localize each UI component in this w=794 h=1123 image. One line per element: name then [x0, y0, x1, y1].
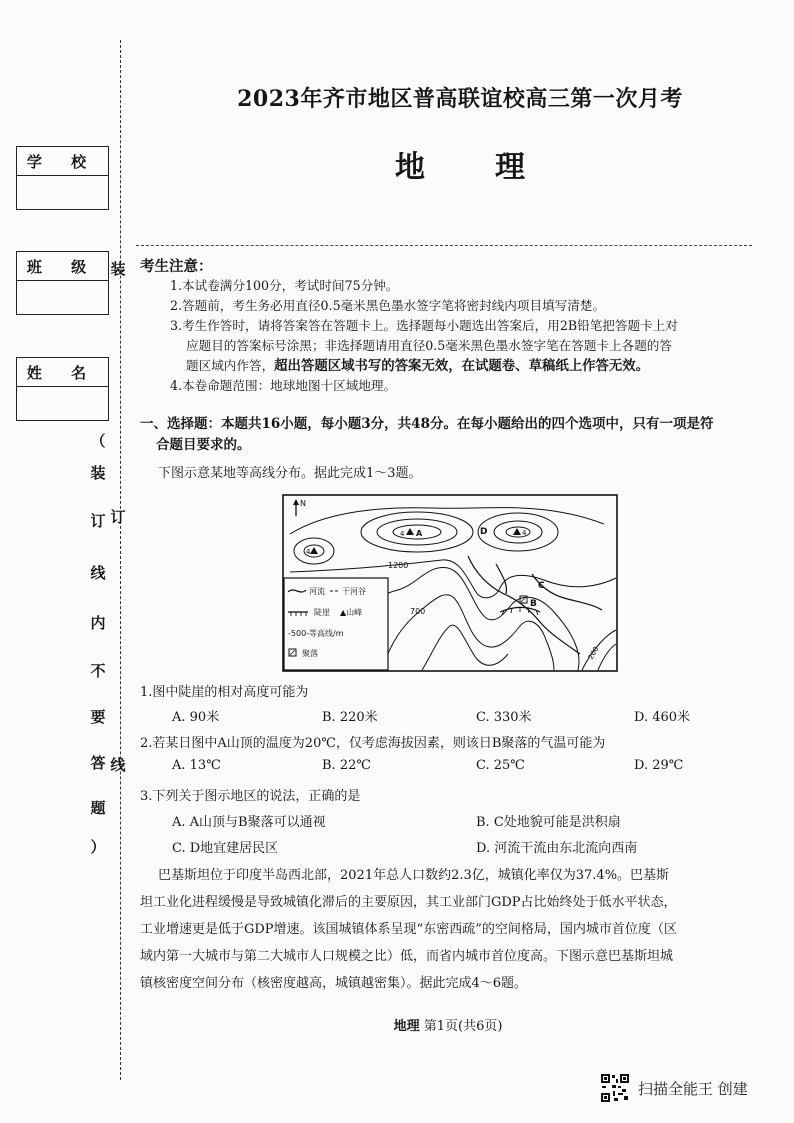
contour-map: [282, 494, 618, 672]
peak-d-value: 4: [522, 529, 527, 537]
label-a: A: [416, 529, 423, 538]
section-title: [140, 414, 760, 456]
question-option[interactable]: C. 330米: [476, 710, 532, 725]
notice-item: 2.答题前，考生务必用直径0.5毫米黑色墨水签字笔将密封线内项目填写清楚。: [170, 298, 606, 313]
binding-note-char: （: [90, 432, 106, 450]
footer-subject: 地理: [393, 1019, 420, 1034]
class-box: [16, 251, 109, 315]
passage-line: 坦工业化进程缓慢是导致城镇化滞后的主要原因，其工业部门GDP占比始终处于低水平状态，: [140, 895, 677, 910]
question-option[interactable]: A. 90米: [172, 710, 220, 725]
question-option[interactable]: C. D地宜建居民区: [172, 841, 279, 856]
name-label: 姓 名: [17, 358, 108, 387]
binding-note-char: 订: [90, 512, 106, 530]
label-d: D: [480, 527, 488, 537]
notice-item: 1.本试卷满分100分，考试时间75分钟。: [170, 278, 399, 293]
name-box: [16, 357, 109, 421]
map-legend: [284, 578, 388, 670]
binding-mark: 装: [110, 260, 126, 278]
section-title-line: 一、选择题：本题共16小题，每小题3分，共48分。在每小题给出的四个选项中，只有一项是符: [140, 416, 714, 432]
notice-heading: 考生注意：: [140, 258, 213, 275]
notice-item: 3.考生作答时，请将答案答在答题卡上。选择题每小题选出答案后，用2B铅笔把答题卡上对: [170, 318, 678, 333]
question-stem: 1.图中陡崖的相对高度可能为: [140, 685, 309, 700]
binding-note-char: 要: [90, 708, 106, 726]
passage-line: 工业增速更是低于GDP增速。该国城镇体系呈现“东密西疏”的空间格局，国内城市首位度（区: [140, 922, 677, 937]
legend-village: 聚落: [302, 649, 318, 658]
notice-item-bold: 超出答题区域书写的答案无效，在试题卷、草稿纸上作答无效。: [274, 358, 650, 374]
school-field[interactable]: [17, 176, 108, 209]
question-option[interactable]: D. 29℃: [634, 758, 684, 773]
exam-title: 2023年齐市地区普高联谊校高三第一次月考: [237, 86, 683, 112]
binding-note-char: 题: [90, 799, 106, 817]
section-title-line: 合题目要求的。: [156, 437, 251, 453]
binding-note-char: 内: [90, 614, 106, 632]
header-rule: [136, 245, 752, 246]
map-intro: 下图示意某地等高线分布。据此完成1～3题。: [158, 466, 422, 481]
binding-note-char: ）: [90, 838, 106, 856]
contour-1200: 1200: [388, 561, 409, 570]
qr-code-icon: [600, 1073, 630, 1103]
notice-item: 应题目的答案标号涂黑；非选择题请用直径0.5毫米黑色墨水签字笔在答题卡上各题的答: [186, 338, 672, 353]
school-box: [16, 146, 109, 210]
question-option[interactable]: A. A山顶与B聚落可以通视: [172, 815, 326, 830]
legend-river: 河流: [309, 587, 325, 596]
question-option[interactable]: B. 220米: [322, 710, 378, 725]
passage-line: 巴基斯坦位于印度半岛西北部，2021年总人口数约2.3亿，城镇化率仅为37.4%。巴基斯: [158, 868, 670, 883]
legend-dry-valley: 干河谷: [342, 587, 366, 596]
contour-700: 700: [410, 607, 426, 616]
label-b: B: [530, 599, 537, 609]
question-option[interactable]: C. 25℃: [476, 758, 525, 773]
notice-item-continued: [186, 356, 649, 376]
question-stem: 2.若某日图中A山顶的温度为20℃，仅考虑海拔因素，则该日B聚落的气温可能为: [140, 736, 606, 751]
legend-cliff: 陡崖: [314, 608, 330, 617]
page-footer: [140, 1015, 756, 1034]
binding-note-char: 答: [90, 754, 106, 772]
binding-line: [120, 40, 121, 1080]
question-option[interactable]: D. 460米: [634, 710, 691, 725]
notice-item: 4.本卷命题范围：地球地图十区域地理。: [170, 378, 397, 393]
question-option[interactable]: B. C处地貌可能是洪积扇: [476, 815, 621, 830]
binding-note-char: 线: [90, 564, 106, 582]
question-option[interactable]: A. 13℃: [172, 758, 221, 773]
notice-item-plain: 题区域内作答，: [186, 358, 275, 373]
question-option[interactable]: B. 22℃: [322, 758, 371, 773]
scanner-text: 扫描全能王 创建: [638, 1079, 748, 1098]
label-c: C: [538, 581, 545, 591]
binding-mark: 订: [110, 508, 126, 526]
class-label: 班 级: [17, 252, 108, 281]
class-field[interactable]: [17, 281, 108, 314]
question-option[interactable]: D. 河流干流由东北流向西南: [476, 841, 638, 856]
footer-page: 第1页(共6页): [423, 1019, 503, 1034]
name-field[interactable]: [17, 387, 108, 420]
binding-note-char: 不: [90, 662, 106, 680]
binding-note-char: 装: [90, 464, 106, 482]
question-stem: 3.下列关于图示地区的说法，正确的是: [140, 789, 361, 804]
binding-mark: 线: [110, 756, 126, 774]
legend-peak: ▲山峰: [340, 608, 363, 617]
peak-a-value: 4: [400, 530, 405, 538]
north-label: N: [300, 499, 306, 508]
school-label: 学 校: [17, 147, 108, 176]
contour-200: 200: [586, 645, 601, 661]
passage-line: 镇核密度空间分布（核密度越高，城镇越密集）。据此完成4～6题。: [140, 976, 528, 991]
subject-title: 地理: [395, 150, 595, 185]
legend-contour: -500-等高线/m: [288, 629, 344, 638]
peak-left-value: 4: [306, 548, 311, 556]
passage-line: 域内第一大城市与第二大城市人口规模之比）低，而省内城市首位度高。下图示意巴基斯坦城: [140, 949, 674, 964]
scanner-watermark: [600, 1073, 748, 1103]
